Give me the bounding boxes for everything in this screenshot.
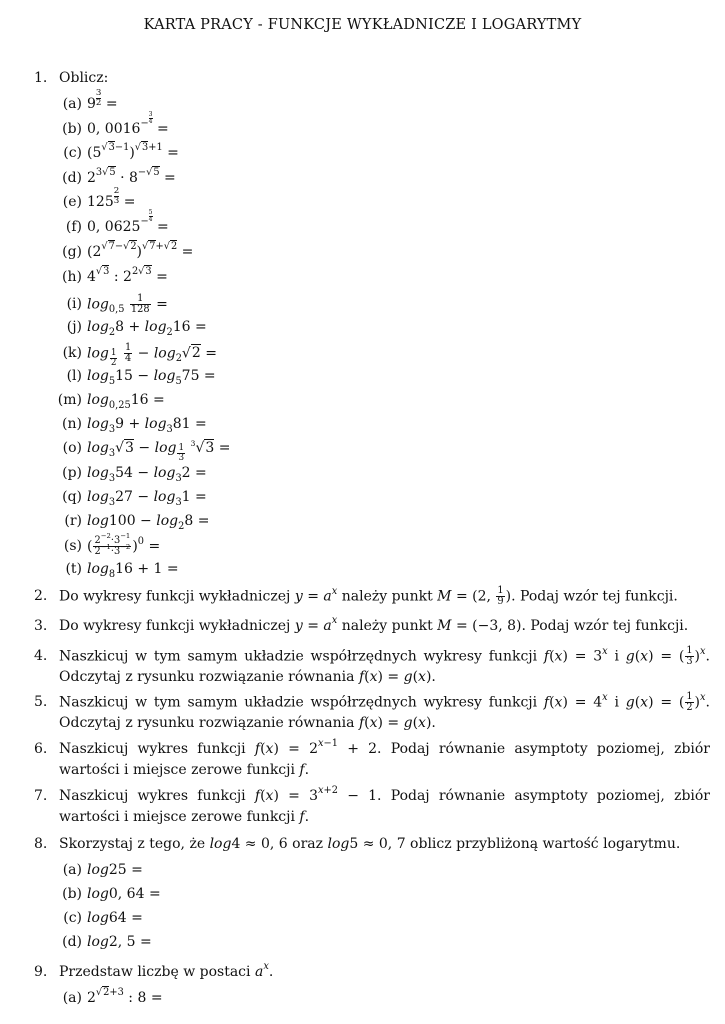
exercise-1p: (p) $\log_354 - \log_32$ = <box>62 465 207 484</box>
exercise-1o: (o) $\log_3√3 - \log$ $_{\frac{1}{3}}$ $^3$√3 = <box>62 438 231 463</box>
question-3: 3. Do wykresy funkcji wykładniczej $y = a^x$ należy punkt M = (−3, 8). Podaj wzór tej funkcji. <box>34 615 689 634</box>
exercise-8a: (a) log25 = <box>62 862 143 878</box>
exercise-1b: (b) 0, $0016^{- \frac{3}{4}}$ = <box>62 111 169 137</box>
page-title: KARTA PRACY - FUNKCJE WYKŁADNICZE I LOGARYTMY <box>143 17 582 33</box>
question-text: Oblicz: <box>59 70 109 86</box>
exercise-8d: (d) log2, 5 = <box>62 934 152 950</box>
exercise-8b: (b) log0, 64 = <box>62 886 161 902</box>
exercise-1m: (m) $\log_{0,25}16$ = <box>57 392 165 411</box>
question-8: 8. Skorzystaj z tego, że log4 ≈ 0, 6 oraz log5 ≈ 0, 7 oblicz przybliżoną wartość logarytmu. <box>34 836 681 852</box>
question-5: 5. Naszkicuj w tym samym układzie współrzędnych wykresy funkcji $f(x) = 4^x$ i g(x) = ( $\frac{1}{2}$ )$^x$. Odczytaj z rysunku rozwiązanie równania f(x) = g(x). <box>34 691 710 732</box>
exercise-1j: (j) $\log_28 + \log_216$ = <box>66 319 207 338</box>
question-2: 2. Do wykresy funkcji wykładniczej $y = a^x$ należy punkt M = (2, $\frac{1}{9}$ ). Podaj wzór tej funkcji. <box>34 585 678 607</box>
question-6: 6. Naszkicuj wykres funkcji $f(x) = 2^{x-1} + 2$. Podaj równanie asymptoty poziomej, zbiór wartości i miejsce zerowe funkcji f. <box>34 738 711 778</box>
exercise-1f: (f) 0, $0625^{- \frac{5}{4}}$ = <box>65 209 169 235</box>
question-1 <box>34 68 710 89</box>
question-9: 9. Przedstaw liczbę w postaci $a^x$. <box>34 961 274 980</box>
exercise-1i: (i) $\log_{0,5}$ $\frac{1}{128}$ = <box>66 293 168 316</box>
question-number: 1. <box>34 70 48 86</box>
exercise-1e: (e) 125 $\frac{2}{3}$ = <box>62 186 136 210</box>
exercise-8c: (c) log64 = <box>63 910 143 926</box>
exercise-1n: (n) $\log_39 + \log_381$ = <box>62 416 207 435</box>
exercise-1h: (h) $4^{√3}$ : $2^{2√3}$ = <box>62 266 168 285</box>
exercise-1k: (k) log $_{\frac{1}{2}}$ $\frac{1}{4}$ − $\log_2√2$ = <box>62 342 217 369</box>
exercise-1c: (c) $(5^{√3-1})^{√3+1}$ = <box>63 142 179 161</box>
exercise-1g: (g) $(2^{√7-√2})^{√7+√2}$ = <box>62 241 194 260</box>
question-4: 4. Naszkicuj w tym samym układzie współrzędnych wykresy funkcji $f(x) = 3^x$ i g(x) = ( $\frac{1}{3}$ )$^x$. Odczytaj z rysunku rozwiązanie równania f(x) = g(x). <box>34 645 710 686</box>
exercise-9a: (a) $2^{√2+3}$ : 8 = <box>62 987 163 1006</box>
exercise-1q: (q) $\log_327 - \log_31$ = <box>62 489 207 508</box>
exercise-1l: (l) $\log_515 - \log_575$ = <box>66 368 216 387</box>
exercise-1s: (s) ( $\frac{2^{-2}\cdot 3^{-1}}{2^{-1}\cdot 3^{-2}}$ )$^0$ = <box>63 532 161 557</box>
exercise-1t: (t) $\log_816 + 1$ = <box>65 561 179 580</box>
exercise-1d: (d) $2^{3√5} \cdot 8^{-√5}$ = <box>62 167 176 186</box>
question-7: 7. Naszkicuj wykres funkcji $f(x) = 3^{x+2} - 1$. Podaj równanie asymptoty poziomej, zbiór wartości i miejsce zerowe funkcji f. <box>34 785 711 825</box>
exercise-1a: (a) 9 $\frac{3}{2}$ = <box>62 88 118 112</box>
exercise-1r: (r) $\log 100 - \log_28$ = <box>64 513 210 532</box>
